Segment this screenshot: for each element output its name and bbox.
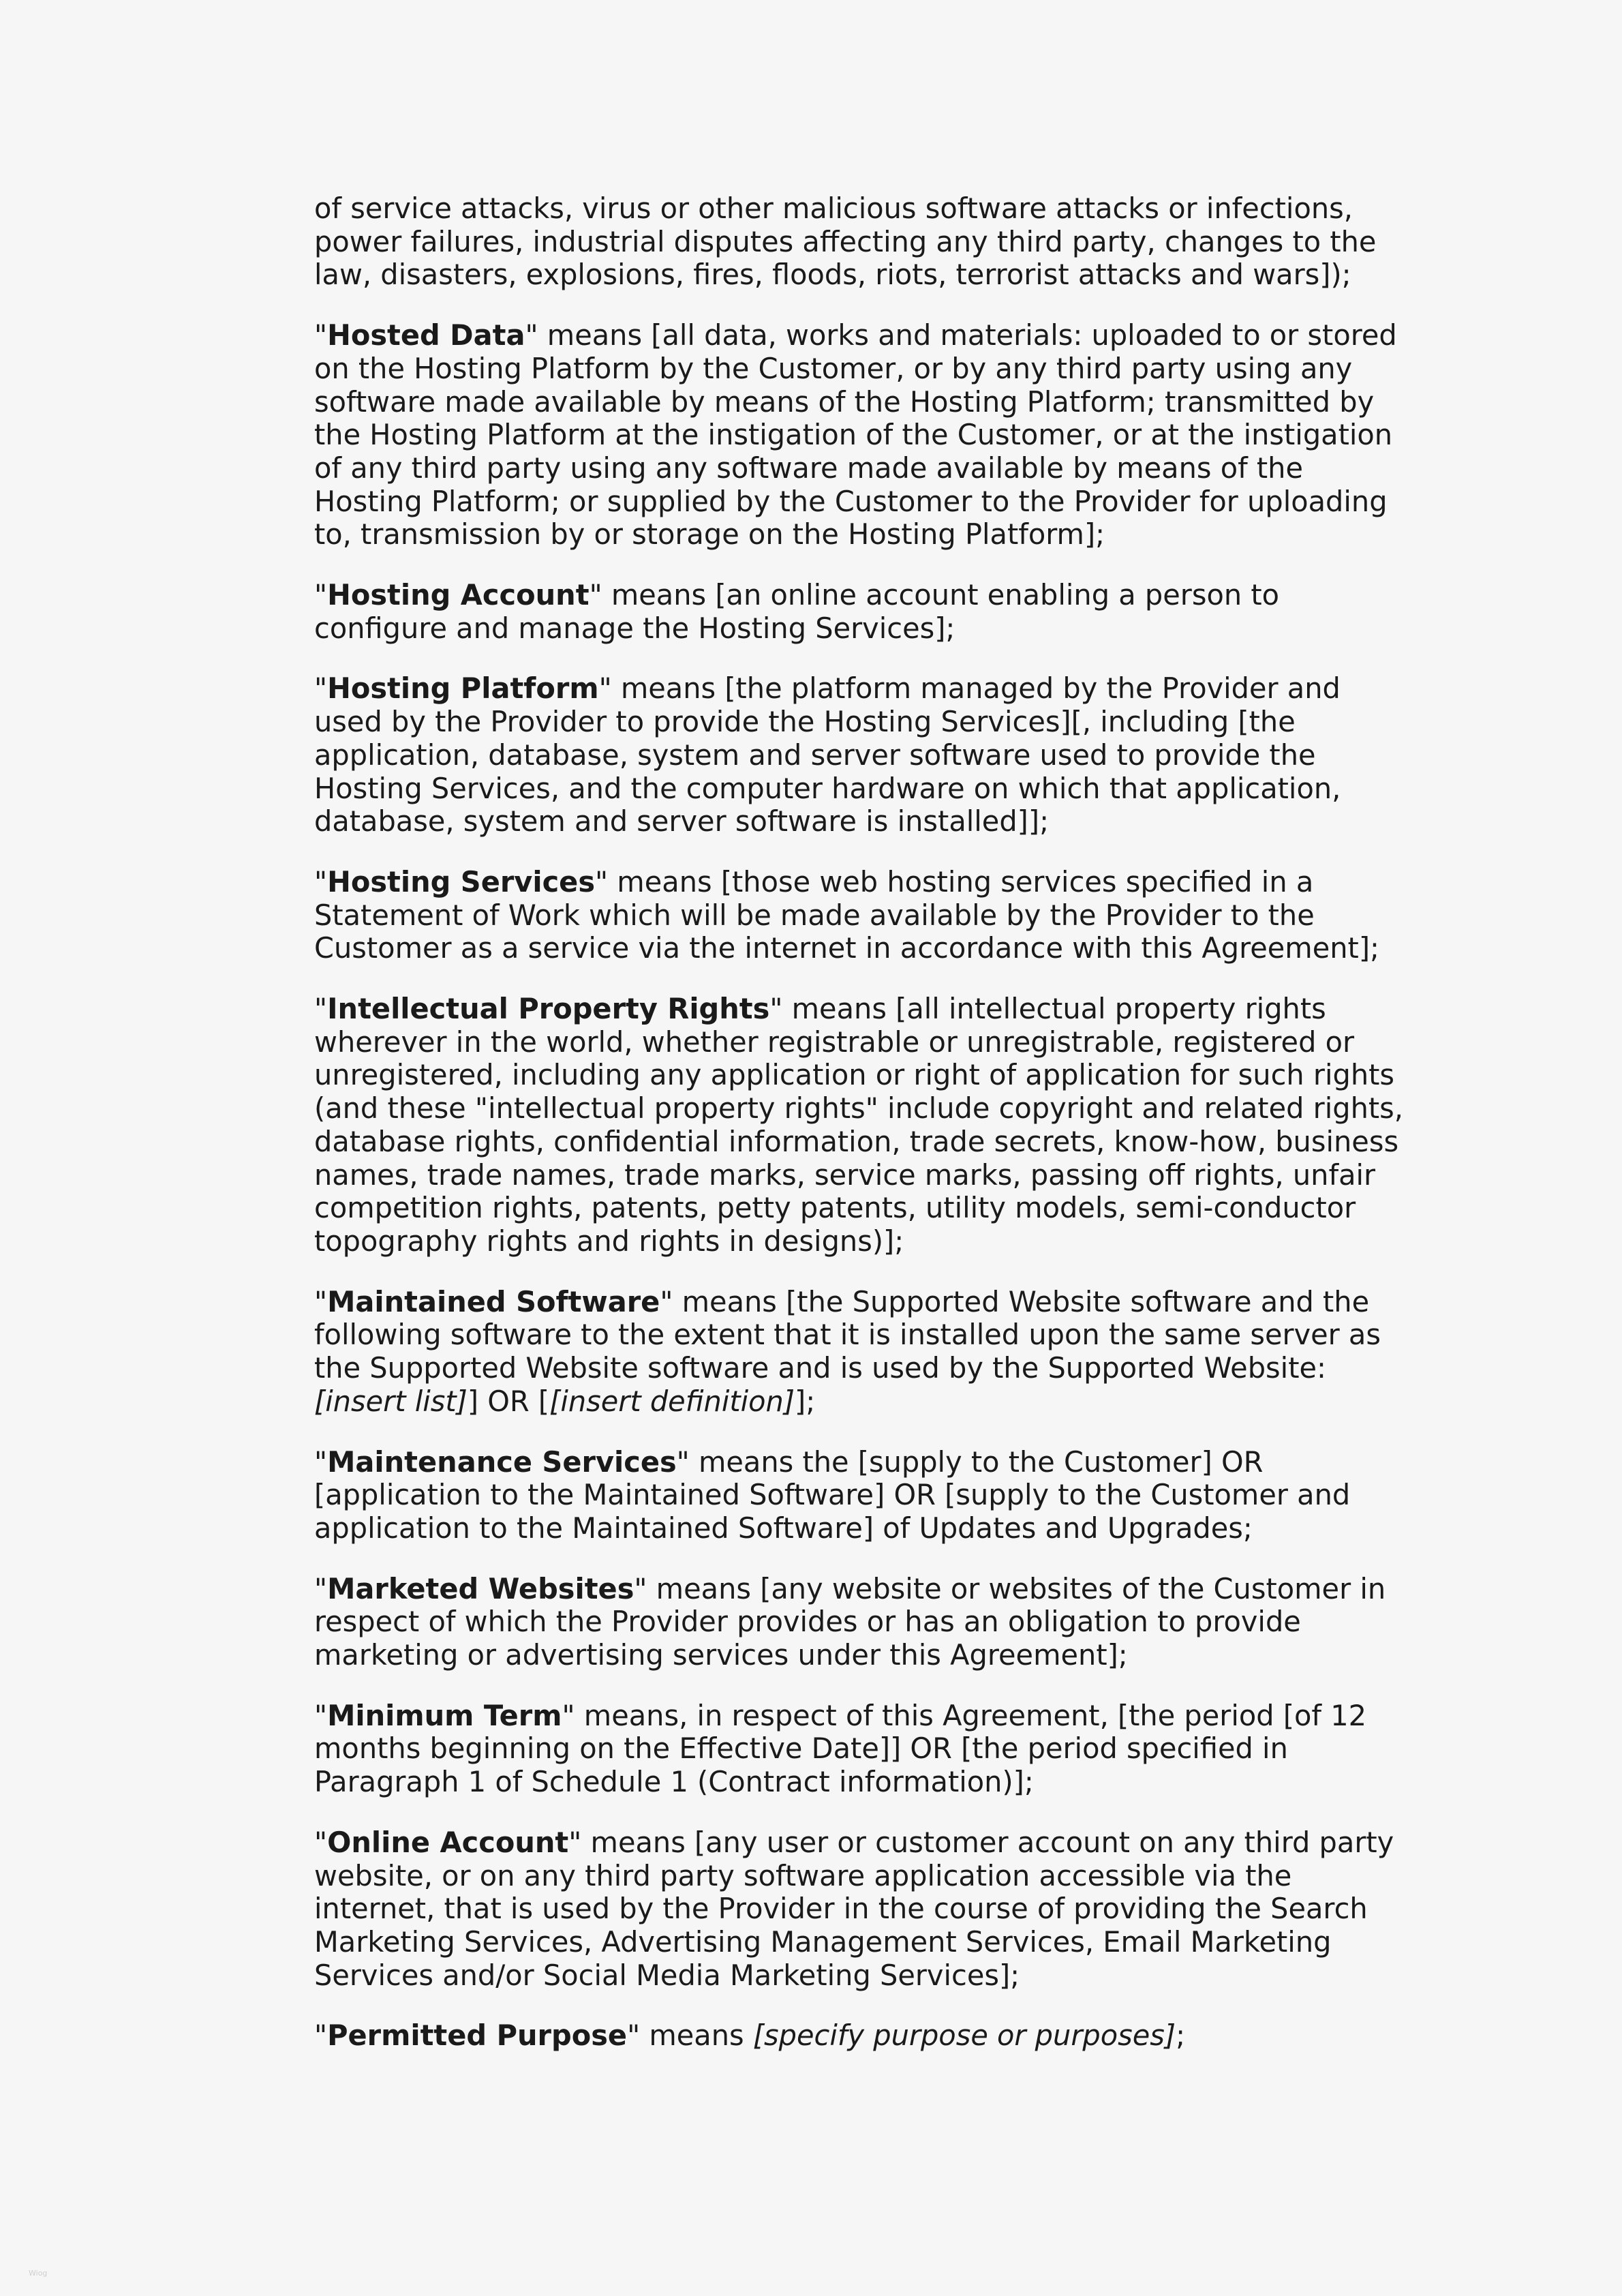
document-body	[314, 192, 1405, 2080]
paragraph-continuation	[314, 192, 1405, 292]
defined-term: Maintained Software	[327, 1284, 660, 1318]
definition-text: " means [all intellectual property rights wherever in the world, whether registrable or unregistrable, registered or unregistered, including any application or right of application for such rights (and these "intellectual property rights" include copyright and related rights, database rights, confidential information, trade secrets, know-how, business names, trade names, trade marks, service marks, passing off rights, unfair competition rights, patents, petty patents, utility models, semi-conductor topography rights and rights in designs)];	[314, 992, 1403, 1258]
defined-term: Hosting Platform	[327, 671, 599, 706]
definition-maintained-software	[314, 1286, 1405, 1419]
definition-text-mid: ] OR [	[467, 1384, 550, 1418]
definition-hosted-data	[314, 319, 1405, 552]
definition-intellectual-property-rights	[314, 993, 1405, 1258]
definition-text: " means, in respect of this Agreement, [the period [of 12 months beginning on the Effective Date]] OR [the period specified in Paragraph 1 of Schedule 1 (Contract information)];	[314, 1698, 1367, 1799]
definition-permitted-purpose	[314, 2019, 1405, 2053]
open-quote: "	[314, 671, 328, 706]
open-quote: "	[314, 2019, 328, 2053]
open-quote: "	[314, 578, 328, 612]
open-quote: "	[314, 1698, 328, 1732]
definition-text: " means [those web hosting services specified in a Statement of Work which will be made available by the Provider to the Customer as a service via the internet in accordance with this Agreement];	[314, 864, 1379, 965]
defined-term: Hosting Services	[327, 864, 596, 898]
defined-term: Hosting Account	[327, 578, 590, 612]
defined-term: Online Account	[327, 1825, 569, 1859]
definition-text-end: ];	[795, 1384, 816, 1418]
definition-maintenance-services	[314, 1446, 1405, 1545]
definition-text: " means [an online account enabling a person to configure and manage the Hosting Services];	[314, 578, 1279, 645]
definition-marketed-websites	[314, 1573, 1405, 1672]
open-quote: "	[314, 992, 328, 1026]
definition-text: " means	[627, 2019, 753, 2053]
defined-term: Permitted Purpose	[327, 2019, 628, 2053]
definition-text: " means [all data, works and materials: uploaded to or stored on the Hosting Platform by the Customer, or by any third party using any software made available by means of the Hosting Platform; transmitted by the Hosting Platform at the instigation of the Customer, or at the instigation of any third party using any software made available by means of the Hosting Platform; or supplied by the Customer to the Provider for uploading to, transmission by or storage on the Hosting Platform];	[314, 318, 1397, 552]
definition-text: " means [the platform managed by the Provider and used by the Provider to provide the Hosting Services][, including [the application, database, system and server software used to provide the Hosting Services, and the computer hardware on which that application, database, system and server software is installed]];	[314, 671, 1341, 839]
defined-term: Intellectual Property Rights	[327, 992, 770, 1026]
definition-hosting-account	[314, 579, 1405, 645]
defined-term: Maintenance Services	[327, 1445, 677, 1479]
placeholder-insert-definition: [insert definition]	[549, 1384, 795, 1418]
definition-hosting-platform	[314, 672, 1405, 839]
open-quote: "	[314, 1825, 328, 1859]
definition-hosting-services	[314, 866, 1405, 965]
open-quote: "	[314, 864, 328, 898]
placeholder-insert-list: [insert list]	[314, 1384, 468, 1418]
definition-text: " means the [supply to the Customer] OR [application to the Maintained Software] OR [supply to the Customer and application to the Maintained Software] of Updates and Upgrades;	[314, 1445, 1351, 1545]
paragraph-text: of service attacks, virus or other malicious software attacks or infections, power failures, industrial disputes affecting any third party, changes to the law, disasters, explosions, fires, floods, riots, terrorist attacks and wars]);	[314, 192, 1377, 292]
definition-text: " means [the Supported Website software and the following software to the extent that it is installed upon the same server as the Supported Website software and is used by the Supported Website:	[314, 1284, 1381, 1385]
placeholder-specify-purpose: [specify purpose or purposes]	[752, 2019, 1176, 2053]
definition-text: " means [any website or websites of the Customer in respect of which the Provider provides or has an obligation to provide marketing or advertising services under this Agreement];	[314, 1571, 1386, 1672]
defined-term: Marketed Websites	[327, 1571, 634, 1605]
definition-text-end: ;	[1176, 2019, 1186, 2053]
open-quote: "	[314, 1445, 328, 1479]
defined-term: Hosted Data	[327, 318, 525, 352]
open-quote: "	[314, 1284, 328, 1318]
definition-minimum-term	[314, 1700, 1405, 1799]
defined-term: Minimum Term	[327, 1698, 562, 1732]
definition-online-account	[314, 1826, 1405, 1993]
open-quote: "	[314, 318, 328, 352]
corner-watermark: Wiog	[29, 2269, 48, 2278]
definition-text: " means [any user or customer account on any third party website, or on any third party software application accessible via the internet, that is used by the Provider in the course of providing the Search Marketing Services, Advertising Management Services, Email Marketing Services and/or Social Media Marketing Services];	[314, 1825, 1394, 1992]
open-quote: "	[314, 1571, 328, 1605]
